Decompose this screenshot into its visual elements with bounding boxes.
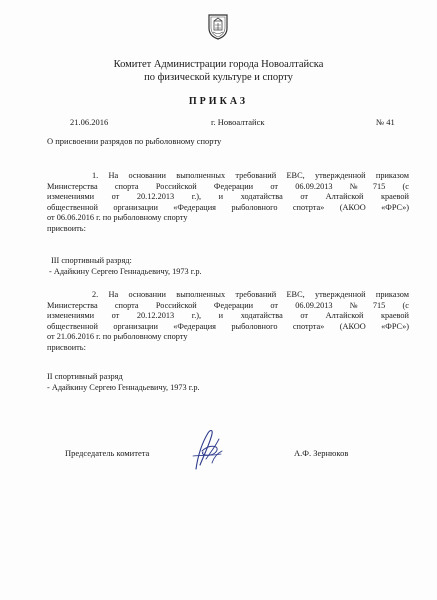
paragraph-1-line: от 06.06.2016 г. по рыболовному спорту — [47, 213, 188, 223]
order-date: 21.06.2016 — [70, 117, 109, 127]
document-title: ПРИКАЗ — [188, 96, 249, 107]
paragraph-2 — [47, 290, 409, 354]
paragraph-2-line: общественной организации «Федерация рыболовного спотрта» (АКОО «ФРС») — [47, 321, 409, 331]
committee-name-line-1: Комитет Администрации города Новоалтайска — [113, 59, 324, 70]
rank-2-heading: II спортивный разряд — [47, 372, 123, 381]
paragraph-1-line: общественной организации «Федерация рыболовного спотрта» (АКОО «ФРС») — [47, 202, 409, 212]
handwritten-signature — [188, 425, 226, 475]
committee-name-line-2: по физической культуре и спорту — [144, 72, 293, 83]
rank-2-recipient: - Адайкину Сергею Геннадьевичу, 1973 г.р. — [47, 383, 200, 392]
rank-1-heading: III спортивный разряд: — [51, 256, 132, 265]
rank-1-recipient: - Адайкину Сергею Геннадьевичу, 1973 г.р. — [49, 267, 202, 276]
signatory-name: А.Ф. Зернюков — [294, 448, 349, 458]
paragraph-2-line: от 21.06.2016 г. по рыболовному спорту — [47, 332, 188, 342]
paragraph-2-line: Министерства спорта Российской Федерации от 06.09.2013 №715 (с — [47, 300, 409, 310]
paragraph-2-line: присвоить: — [47, 342, 86, 352]
order-city: г. Новоалтайск — [211, 117, 265, 127]
paragraph-1-line: Министерства спорта Российской Федерации от 06.09.2013 №715 (с — [47, 181, 409, 191]
order-number: № 41 — [376, 117, 395, 127]
paragraph-2-line: изменениями от 20.12.2013 г.), и ходатайства от Алтайской краевой — [47, 311, 409, 321]
paragraph-1 — [47, 171, 409, 235]
paragraph-1-line: присвоить: — [47, 223, 86, 233]
signatory-title: Председатель комитета — [65, 448, 150, 458]
paragraph-1-line: 1. На основании выполненных требований ЕВС, утвержденной приказом — [92, 171, 409, 180]
paragraph-1-line: изменениями от 20.12.2013 г.), и ходатайства от Алтайской краевой — [47, 192, 409, 202]
paragraph-2-line: 2. На основании выполненных требований ЕВС, утвержденной приказом — [92, 290, 409, 299]
coat-of-arms-icon — [207, 12, 229, 40]
order-subject: О присвоении разрядов по рыболовному спорту — [47, 136, 222, 146]
